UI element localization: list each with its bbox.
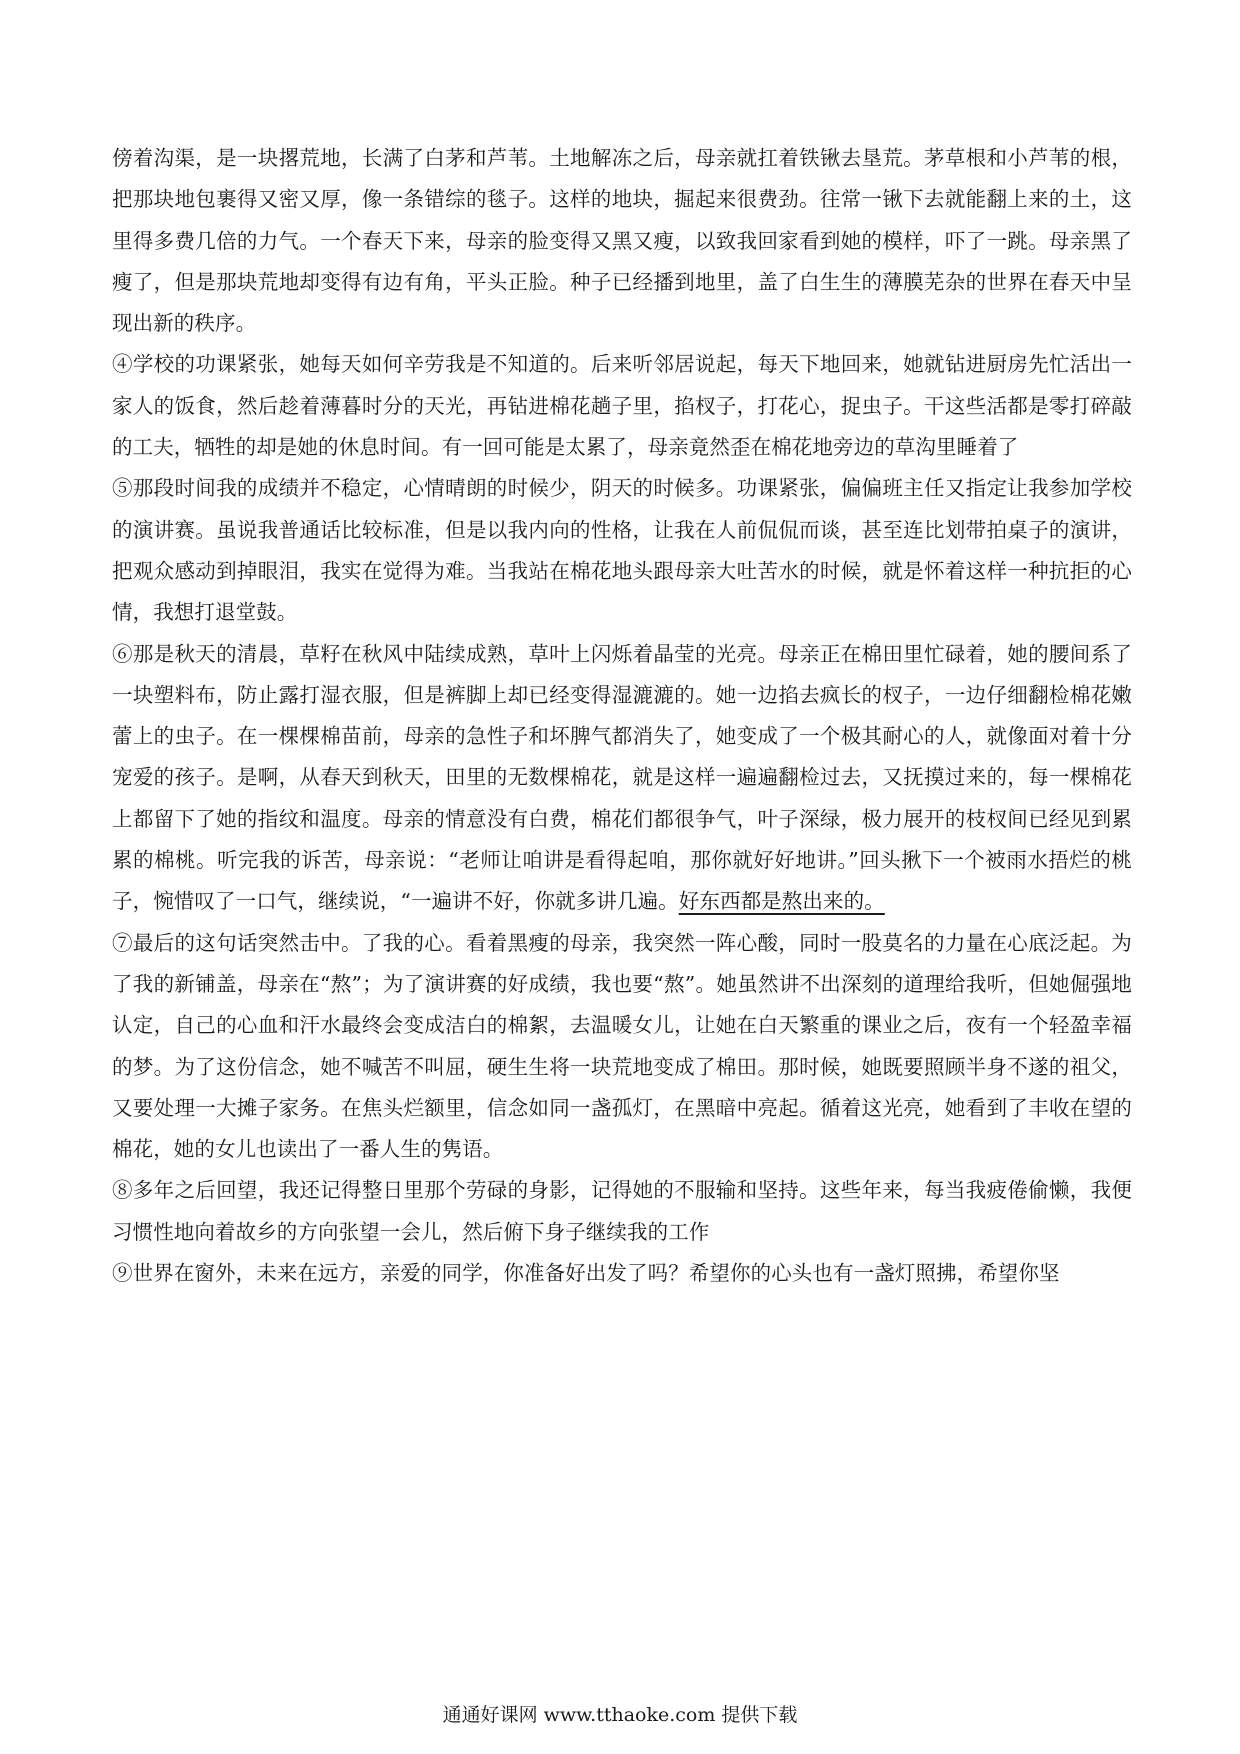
paragraph-6-text: ⑥那是秋天的清晨，草籽在秋风中陆续成熟，草叶上闪烁着晶莹的光亮。母亲正在棉田里忙碌着，她的腰间系了一块塑料布，防止露打湿衣服，但是裤脚上却已经变得湿漉漉的。她一边掐去疯长的杈子，一边仔细翻检棉花嫩蕾上的虫子。在一棵棵棉苗前，母亲的急性子和坏脾气都消失了，她变成了一个极其耐心的人，就像面对着十分宠爱的孩子。是啊，从春天到秋天，田里的无数棵棉花，就是这样一遍遍翻检过去，又抚摸过来的，每一棵棉花上都留下了她的指纹和温度。母亲的情意没有白费，棉花们都很争气，叶子深绿，极力展开的枝杈间已经见到累累的棉桃。听完我的诉苦，母亲说：“老师让咱讲是看得起咱，那你就好好地讲。”回头揪下一个被雨水捂烂的桃子，惋惜叹了一口气，继续说，“一遍讲不好，你就多讲几遍。 xyxy=(112,641,1132,914)
paragraph-9: ⑨世界在窗外，未来在远方，亲爱的同学，你准备好出发了吗？希望你的心头也有一盏灯照拂，希望你坚 xyxy=(112,1261,1060,1286)
page-footer: 通通好课网 www.tthaoke.com 提供下载 xyxy=(442,1704,798,1726)
article-body xyxy=(112,138,1132,1294)
underlined-sentence: 好东西都是熬出来的。 xyxy=(678,889,885,914)
paragraph-3-continued: 傍着沟渠，是一块撂荒地，长满了白茅和芦苇。土地解冻之后，母亲就扛着铁锹去垦荒。茅草根和小芦苇的根，把那块地包裹得又密又厚，像一条错综的毯子。这样的地块，掘起来很费劲。往常一锹下去就能翻上来的土，这里得多费几倍的力气。一个春天下来，母亲的脸变得又黑又瘦，以致我回家看到她的模样，吓了一跳。母亲黑了瘦了，但是那块荒地却变得有边有角，平头正脸。种子已经播到地里，盖了白生生的薄膜芜杂的世界在春天中呈现出新的秩序。 xyxy=(112,146,1132,336)
paragraph-4: ④学校的功课紧张，她每天如何辛劳我是不知道的。后来听邻居说起，每天下地回来，她就钻进厨房先忙活出一家人的饭食，然后趁着薄暮时分的天光，再钻进棉花趟子里，掐杈子，打花心，捉虫子。干这些活都是零打碎敲的工夫，牺牲的却是她的休息时间。有一回可能是太累了，母亲竟然歪在棉花地旁边的草沟里睡着了 xyxy=(112,352,1132,460)
paragraph-7: ⑦最后的这句话突然击中。了我的心。看着黑瘦的母亲，我突然一阵心酸，同时一股莫名的力量在心底泛起。为了我的新铺盖，母亲在“熬”；为了演讲赛的好成绩，我也要“熬”。她虽然讲不出深刻的道理给我听，但她倔强地认定，自己的心血和汗水最终会变成洁白的棉絮，去温暖女儿，让她在白天繁重的课业之后，夜有一个轻盈幸福的梦。为了这份信念，她不喊苦不叫屈，硬生生将一块荒地变成了棉田。那时候，她既要照顾半身不遂的祖父，又要处理一大摊子家务。在焦头烂额里，信念如同一盏孤灯，在黑暗中亮起。循着这光亮，她看到了丰收在望的棉花，她的女儿也读出了一番人生的隽语。 xyxy=(112,930,1132,1162)
paragraph-6 xyxy=(112,634,1132,923)
paragraph-8: ⑧多年之后回望，我还记得整日里那个劳碌的身影，记得她的不服输和坚持。这些年来，每当我疲倦偷懒，我便习惯性地向着故乡的方向张望一会儿，然后俯下身子继续我的工作 xyxy=(112,1178,1132,1244)
paragraph-5: ⑤那段时间我的成绩并不稳定，心情晴朗的时候少，阴天的时候多。功课紧张，偏偏班主任又指定让我参加学校的演讲赛。虽说我普通话比较标准，但是以我内向的性格，让我在人前侃侃而谈，甚至连比划带拍桌子的演讲，把观众感动到掉眼泪，我实在觉得为难。当我站在棉花地头跟母亲大吐苦水的时候，就是怀着这样一种抗拒的心情，我想打退堂鼓。 xyxy=(112,476,1132,625)
